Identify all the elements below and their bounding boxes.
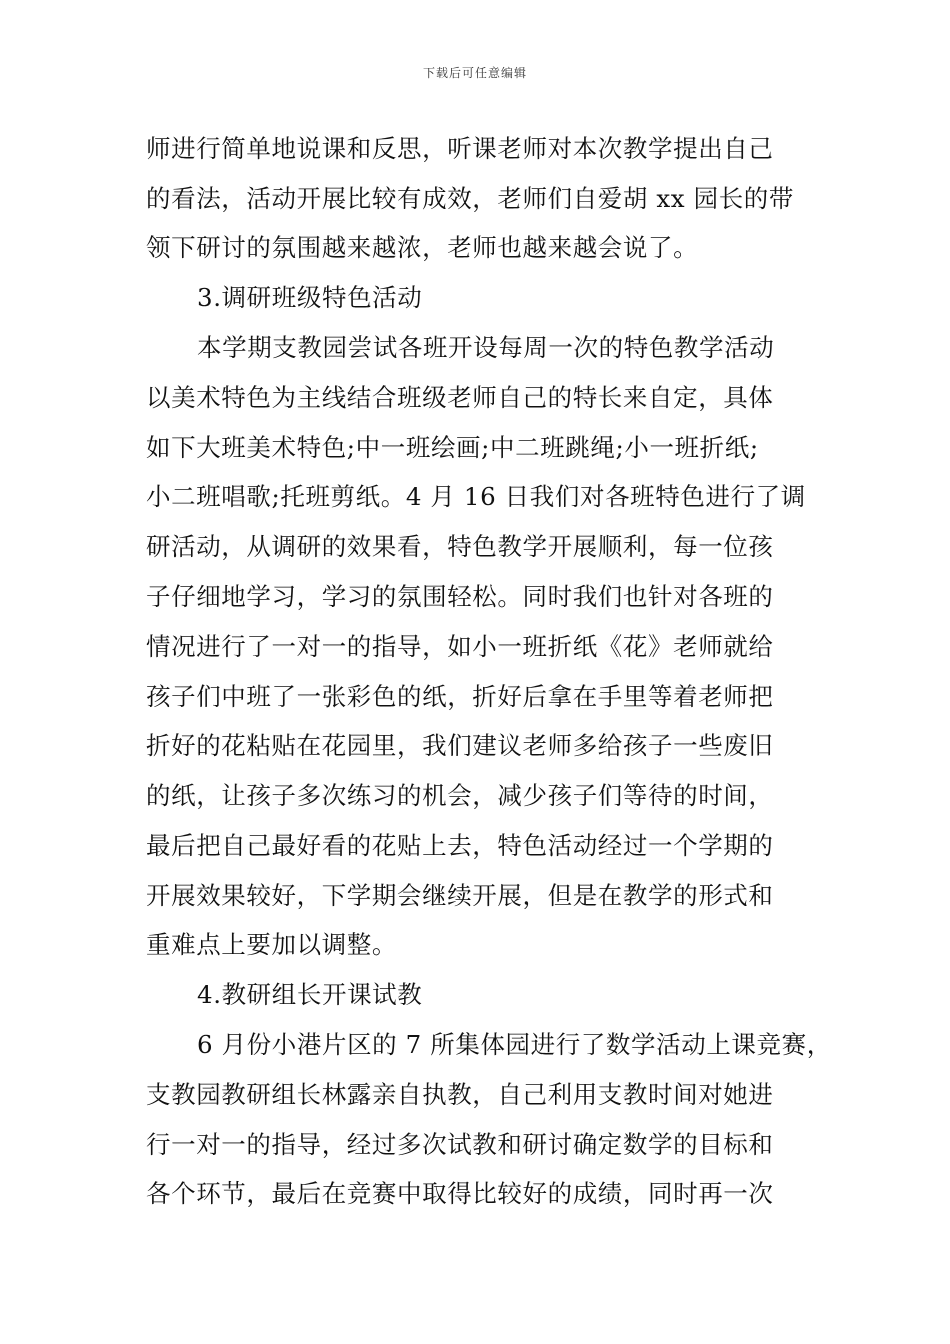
paragraph-line: 小二班唱歌;托班剪纸。4 月 16 日我们对各班特色进行了调 <box>146 482 806 511</box>
paragraph-line: 的看法，活动开展比较有成效，老师们自爱胡 xx 园长的带 <box>146 184 795 213</box>
paragraph-line: 本学期支教园尝试各班开设每周一次的特色教学活动 <box>197 333 775 362</box>
paragraph-line: 如下大班美术特色;中一班绘画;中二班跳绳;小一班折纸; <box>146 433 759 462</box>
paragraph-line: 支教园教研组长林露亲自执教，自己利用支教时间对她进 <box>146 1080 774 1109</box>
section-heading: 3.调研班级特色活动 <box>197 283 423 312</box>
paragraph-line: 行一对一的指导，经过多次试教和研讨确定数学的目标和 <box>146 1130 774 1159</box>
page-header-watermark: 下载后可任意编辑 <box>422 66 527 80</box>
paragraph-line: 的纸，让孩子多次练习的机会，减少孩子们等待的时间， <box>146 781 774 810</box>
paragraph-line: 开展效果较好，下学期会继续开展，但是在教学的形式和 <box>146 881 774 910</box>
paragraph-line: 各个环节，最后在竞赛中取得比较好的成绩，同时再一次 <box>146 1179 774 1208</box>
paragraph-line: 师进行简单地说课和反思，听课老师对本次教学提出自己 <box>146 134 774 163</box>
paragraph-line: 重难点上要加以调整。 <box>146 930 397 959</box>
paragraph-line: 情况进行了一对一的指导，如小一班折纸《花》老师就给 <box>146 632 774 661</box>
paragraph-line: 最后把自己最好看的花贴上去，特色活动经过一个学期的 <box>146 831 774 860</box>
section-heading: 4.教研组长开课试教 <box>197 980 423 1009</box>
paragraph-line: 孩子们中班了一张彩色的纸，折好后拿在手里等着老师把 <box>146 682 774 711</box>
paragraph-line: 领下研讨的氛围越来越浓，老师也越来越会说了。 <box>146 233 699 262</box>
paragraph-line: 以美术特色为主线结合班级老师自己的特长来自定，具体 <box>146 383 774 412</box>
paragraph-line: 子仔细地学习，学习的氛围轻松。同时我们也针对各班的 <box>146 582 774 611</box>
paragraph-line: 研活动，从调研的效果看，特色教学开展顺利，每一位孩 <box>146 532 774 561</box>
paragraph-line: 6 月份小港片区的 7 所集体园进行了数学活动上课竞赛， <box>197 1030 832 1059</box>
paragraph-line: 折好的花粘贴在花园里，我们建议老师多给孩子一些废旧 <box>146 731 774 760</box>
